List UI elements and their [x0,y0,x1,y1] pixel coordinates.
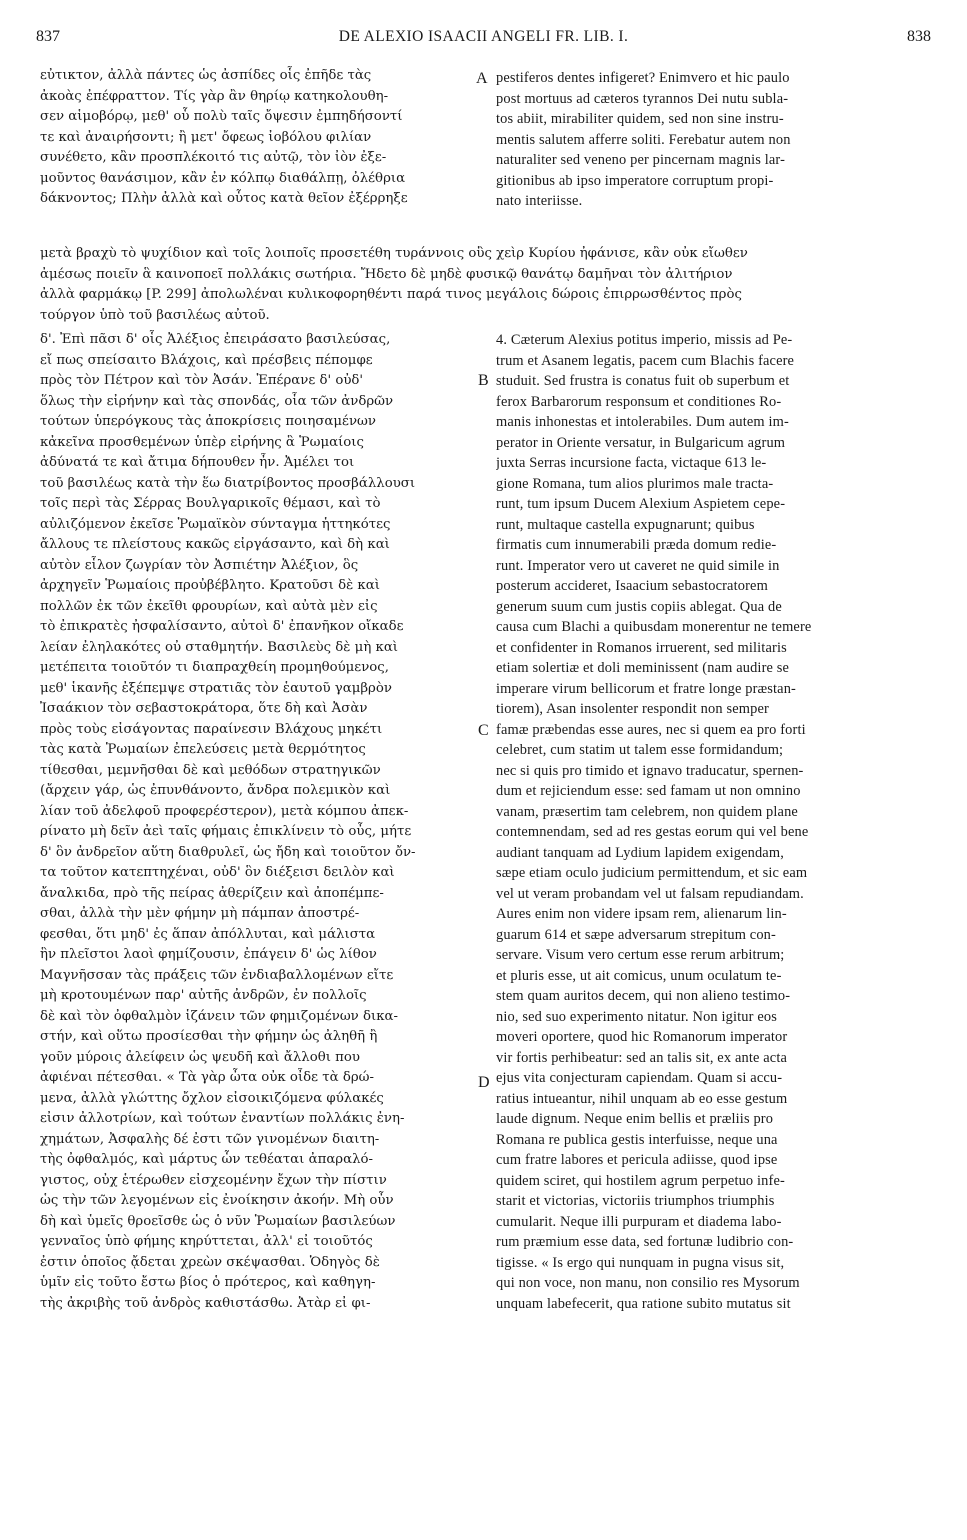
text-line: γοῦν μύροις ἀλείφειν ὡς ψευδῆ καὶ ἄλλοθι που [40,1049,360,1065]
text-line: cum fratre labores et pericula adiisse, quod ipse [496,1152,778,1168]
text-line: τίθεσθαι, μεμνῆσθαι δὲ καὶ μεθόδων στρατηγικῶν [40,762,381,778]
text-line: juxta Serras incursione facta, victaque 613 le- [496,455,767,471]
page-number-left: 837 [36,28,60,45]
text-line: vel ut veram probandam vel ut falsam repudiandam. [496,885,804,902]
text-line: perator in Oriente versatur, in Bulgaricum agrum [496,434,786,451]
text-line: generum suum cum justis copiis ablegat. Qua de [496,598,782,615]
text-line: σεν αἱμοβόρῳ, μεθ' οὗ πολὺ ταῖς ὄψεσιν ἐμπηδήσοντί [40,109,403,124]
text-line: etiam solertiæ et doli meminissent (nam audire se [496,660,790,676]
text-line: posterum accideret, Isaacium sebastocratorem [496,578,768,594]
text-line: μενα, ἀλλὰ γλώττης ὄχλον εἰσοικιζόμενα φύλακές [40,1090,384,1106]
text-line: τούργον ὑπὸ τοῦ βασιλέως αὐτοῦ. [40,307,270,323]
text-line: gione Romana, tum alios plurimos male tracta- [496,475,774,492]
text-line: εἴ πως σπείσαιτο Βλάχοις, καὶ πρέσβεις πέπομφε [40,352,373,368]
text-line: δάκνοντος; Πλὴν ἀλλὰ καὶ οὗτος κατὰ θεῖον ἐξέρρηξε [40,191,408,206]
text-line: γιστος, οὐχ ἑτέρωθεν εἰσχεομένην ἔχων τὴν πίστιν [40,1172,387,1188]
text-line: causa cum Blachi a quibusdam monerentur ne temere [496,619,812,635]
text-line: vanam, præsertim tam celebrem, non quidem plane [496,803,798,820]
text-line: πρὸς τοὺς εἰσάγοντας παραίνεσιν Βλάχους μηκέτι [40,721,383,737]
text-line: sæpe etiam oculo judicium permittendum, et sic eam [496,865,808,881]
text-line: τὴς ἀκριβὴς τοῦ ἀνδρὸς καθιστάσθω. Ἀτὰρ εἰ φι- [40,1295,371,1311]
text-line: runt, multaque castella expugnarunt; quibus [496,516,755,533]
text-line: τούτων ὑπερόγκους τὰς ἀποκρίσεις ποιησαμένων [40,414,376,429]
text-line: ferox Barbarorum responsum et conditiones Ro- [496,393,782,410]
text-line: δὴ καὶ ὑμεῖς θροεῖσθε ὡς ὁ νῦν Ῥωμαίων βασιλεύων [40,1213,396,1229]
text-line: starit et victorias, victoriis triumphos triumphis [496,1193,775,1209]
text-line: et pluris esse, ut ait comicus, unum oculatum te- [496,967,782,984]
text-line: τοῖς περὶ τὰς Σέρρας Βουλγαρικοῖς θέμασι, καὶ τὸ [40,496,381,511]
text-line: 4. Cæterum Alexius potitus imperio, missis ad Pe- [496,332,793,348]
text-line: συνέθετο, κἂν προσπλέκοιτό τις αὐτῷ, τὸν ἰὸν ἐξε- [40,150,387,165]
text-line: cumularit. Neque illi purpuram et diadema labo- [496,1213,782,1230]
text-line: Μαγνῆσσαν τὰς πράξεις τῶν ἐνδιαβαλλομένων εἴτε [40,967,394,983]
text-line: Aures enim non videre ipsam rem, alienarum lin- [496,906,787,922]
text-line: firmatis cum innumerabili præda domum redie- [496,537,777,553]
text-line: (ἄρχειν γάρ, ὡς ἐπυνθάνοντο, ἄνδρα πολεμικὸν καὶ [40,783,391,798]
margin-letter-a: A [476,70,488,87]
text-line: nec si quis pro timido et ignavo traducatur, spernen- [496,762,804,779]
text-line: ἣν πλεῖστοι λαοὶ φημίζουσιν, ἐπάγειν δ' ὡς λίθον [40,947,377,962]
page-number-right: 838 [907,28,931,45]
latin-text-top [496,68,932,212]
greek-text-main [40,330,470,1314]
text-line: stem quam auritos decem, qui non alieno testimo- [496,988,791,1004]
text-line: laude dignum. Neque enim bellis et præliis pro [496,1111,774,1127]
text-line: Romana re publica gestis interfuisse, neque una [496,1131,778,1148]
text-line: runt, tum ipsum Ducem Alexium Aspietem cepe- [496,496,786,512]
text-line: τὴς ὀφθαλμός, καὶ μάρτυς ὧν τεθέαται ἀπαραλό- [40,1152,374,1167]
text-line: πρὸς τὸν Πέτρον καὶ τὸν Ἀσάν. Ἐπέρανε δ' οὐδ' [40,373,364,388]
text-line: ὅλως τὴν εἰρήνην καὶ τὰς σπονδάς, οἷα τῶν ἀνδρῶν [40,393,394,409]
margin-letter-c: C [478,722,489,739]
text-line: ἐστιν ὁποῖος ᾄδεται χρεὼν σκέψασθαι. Ὁδηγὸς δὲ [40,1254,380,1270]
text-line: στήν, καὶ οὕτω προσίεσθαι τὴν φήμην ὡς ἀληθῆ ἢ [40,1029,378,1044]
running-title: DE ALEXIO ISAACII ANGELI FR. LIB. I. [338,28,629,45]
text-line: gitionibus ab ipso imperatore corruptum propi- [496,172,774,189]
text-line: ἀρχηγεῖν Ῥωμαίοις προὐβέβλητο. Κρατοῦσι δὲ καὶ [40,578,380,593]
text-line: rum præmium esse data, sed fortunæ ludibrio con- [496,1234,794,1250]
text-line: τα τοῦτον κατεπτηχέναι, οὐδ' ὃν διέξεισι δειλὸν καὶ [40,865,395,880]
text-line: mentis salutem afferre soliti. Ferebatur autem non [496,131,791,148]
text-line: ρίνατο μὴ δεῖν ἀεὶ ταῖς φήμαις ἐπικλίνειν τὸ οὖς, μήτε [40,824,412,839]
page-header [36,28,931,52]
text-line: ejus vita conjecturam capiendam. Quam si accu- [496,1070,783,1086]
text-line: famæ præbendas esse aures, nec si quem ea pro forti [496,721,806,738]
margin-letter-b: B [478,372,489,389]
margin-letter-d: D [478,1074,490,1091]
text-line: moveri oportere, quod hic Romanorum imperator [496,1029,788,1045]
text-line: τε καὶ ἀναιρήσοντι; ἢ μετ' ὄφεως ἰοβόλου φιλίαν [40,129,372,145]
text-line: φεσθαι, ὅτι μηδ' ἐς ἅπαν ἀπόλλυται, καὶ μάλιστα [40,926,376,942]
text-line: εὐτικτον, ἀλλὰ πάντες ὡς ἀσπίδες οἷς ἐπῆδε τὰς [40,68,372,83]
text-line: μετέπειτα τοιοῦτόν τι διαπραχθείη προμηθούμενος, [40,660,389,675]
text-line: ἀφιέναι πέτεσθαι. « Τὰ γὰρ ὦτα οὐκ οἶδε τὰ δρώ- [40,1070,374,1085]
text-line: τὰς κατὰ Ῥωμαίων ἐπελεύσεις μετὰ θερμότητος [40,742,366,757]
text-line: γενναῖος ὑπὸ φήμης κηρύττεται, ἀλλ' εἰ τοιοῦτός [40,1234,373,1249]
text-line: σθαι, ἀλλὰ τὴν μὲν φήμην μὴ πάμπαν ἀποστρέ- [40,906,360,921]
latin-text-main [496,330,932,1314]
text-line: naturaliter sed veneno per pincernam magnis lar- [496,152,786,168]
text-line: μετὰ βραχὺ τὸ ψυχίδιον καὶ τοῖς λοιποῖς προσετέθη τυράννοις οὓς χεὶρ Κυρίου ἠφάνισε, κἂν οὐκ εἴωθεν [40,246,748,261]
text-line: κἀκεῖνα προσθεμένων ὑπὲρ εἰρήνης ἃ Ῥωμαίοις [40,434,364,450]
text-line: μεθ' ἱκανῆς ἐξέπεμψε στρατιᾶς τὸν ἑαυτοῦ γαμβρὸν [40,680,392,696]
text-line: studuit. Sed frustra is conatus fuit ob superbum et [496,373,790,389]
text-line: nato interiisse. [496,193,583,209]
text-line: post mortuus ad cæteros tyrannos Dei nutu subla- [496,90,789,107]
text-line: dum et rejiciendum esse: sed famam ut non omnino [496,783,801,799]
text-line: πολλῶν ἐκ τῶν ἐκεῖθι φρουρίων, καὶ αὐτὰ μὲν εἰς [40,598,378,614]
text-line: guarum 614 et sæpe adversarum strepitum con- [496,926,776,943]
text-line: ὡς τὴν τῶν λεγομένων εἰς ἐνοίκησιν ἀκοήν. Μὴ οὖν [40,1193,394,1208]
text-line: unquam labefecerit, qua ratione subito mutatus sit [496,1295,791,1312]
text-line: ἀλλὰ φαρμάκῳ [P. 299] ἀπολωλέναι κυλικοφορηθέντι παρά τινος μεγάλοις δώροις ἐπιρρωσθέντος πρὸς [40,287,742,302]
text-line: ἄλλους τε πλείστους κακῶς εἰργάσαντο, καὶ δὴ καὶ [40,537,390,552]
text-line: contemnendam, sed ad res gestas eorum qui vel bene [496,824,809,840]
text-line: manis inhonestas et intolerabiles. Dum autem im- [496,414,789,430]
text-line: δ' ὃν ἀνδρεῖον αὕτη διαθρυλεῖ, ὡς ἤδη καὶ τοιοῦτον ὄν- [40,844,416,860]
text-line: ratius intueantur, nihil unquam ab eo esse gestum [496,1090,788,1107]
text-line: et confidenter in Romanos irruerent, sed militaris [496,639,787,656]
text-line: tiorem), Asan insolenter respondit non semper [496,701,769,717]
text-line: ἀκοὰς ἐπέφραττον. Τίς γὰρ ἂν θηρίῳ κατηκολουθη- [40,88,389,104]
text-line: tos abiit, mirabiliter quidem, sed non sine instru- [496,111,784,127]
text-line: ὑμῖν εἰς τοῦτο ἔστω βίος ὁ πρότερος, καὶ καθηγη- [40,1275,376,1290]
text-line: χημάτων, Ἀσφαλὴς δέ ἐστι τῶν γινομένων διαιτη- [40,1131,380,1147]
text-line: quidem sciret, qui hostilem agrum perpetuo infe- [496,1172,785,1189]
text-line: vir fortis perhibeatur: sed an talis sit, ex ante acta [496,1049,788,1066]
greek-text-top [40,66,468,210]
text-line: trum et Asanem legatis, pacem cum Blachis facere [496,352,795,369]
text-line: τὸ ἐπικρατὲς ἠσφαλίσαντο, αὐτοὶ δ' ἐπανῆκον οἴκαδε [40,619,404,634]
text-line: pestiferos dentes infigeret? Enimvero et hic paulo [496,70,790,86]
text-line: nio, sed suo experimento nitatur. Non igitur eos [496,1008,777,1025]
text-line: δ'. Ἐπὶ πᾶσι δ' οἷς Ἀλέξιος ἐπειράσατο βασιλεύσας, [40,332,391,347]
text-line: μὴ κροτουμένων παρ' αὐτῆς ἀνδρῶν, ἐν πολλοῖς [40,988,367,1003]
text-line: qui non voce, non manu, non consilio res Mysorum [496,1275,800,1291]
text-line: ἀμέσως ποιεῖν ἃ καινοποεῖ πολλάκις σωτήρια. Ἤδετο δὲ μηδὲ φυσικῷ θανάτῳ δαμῆναι τὸν ἀλιτήριον [40,266,733,282]
greek-text-full-width [40,244,930,326]
text-line: runt. Imperator vero ut caveret ne quid simile in [496,557,780,574]
text-line: servare. Visum vero certum esse rerum arbitrum; [496,947,785,963]
text-line: celebret, cum statim ut talem esse formidandum; [496,742,784,758]
text-line: αὐτὸν εἷλον ζωγρίαν τὸν Ἀσπιέτην Ἀλέξιον, ὃς [40,557,359,573]
text-line: λείαν ἐληλακότες οὐ σταθμητήν. Βασιλεὺς δὲ μὴ καὶ [40,639,399,655]
text-line: tigisse. « Is ergo qui nunquam in pugna visus sit, [496,1254,785,1271]
text-line: αὐλιζόμενον ἐκεῖσε Ῥωμαϊκὸν σύνταγμα ἡττηκότες [40,516,391,532]
text-line: Ἰσαάκιον τὸν σεβαστοκράτορα, ὅτε δὴ καὶ Ἀσὰν [40,701,368,716]
text-line: imperare virum bellicorum et fratre longe præstan- [496,680,796,697]
text-line: λίαν τοῦ ἀδελφοῦ προφερέστερον), μετὰ κόμπου ἀπεκ- [40,803,409,819]
text-line: μοῦντος θανάσιμον, κἂν ἐν κόλπῳ διαθάλπῃ, ὀλέθρια [40,170,406,186]
text-line: τοῦ βασιλέως κατὰ τὴν ἕω διατρίβοντος προσβάλλουσι [40,475,416,491]
text-line: δὲ καὶ τὸν ὀφθαλμὸν ἱζάνειν τῶν φημιζομένων δικα- [40,1008,398,1024]
text-line: ἀδύνατά τε καὶ ἄτιμα δήπουθεν ἦν. Ἀμέλει τοι [40,455,355,470]
text-line: ἄναλκιδα, πρὸ τῆς πείρας ἀθερίζειν καὶ ἀποπέμπε- [40,885,384,901]
text-line: εἰσιν ἀλλοτρίων, καὶ τούτων ἐναντίων πολλάκις ἐνη- [40,1111,405,1126]
text-line: audiant tanquam ad Lydium lapidem exigendam, [496,844,784,861]
